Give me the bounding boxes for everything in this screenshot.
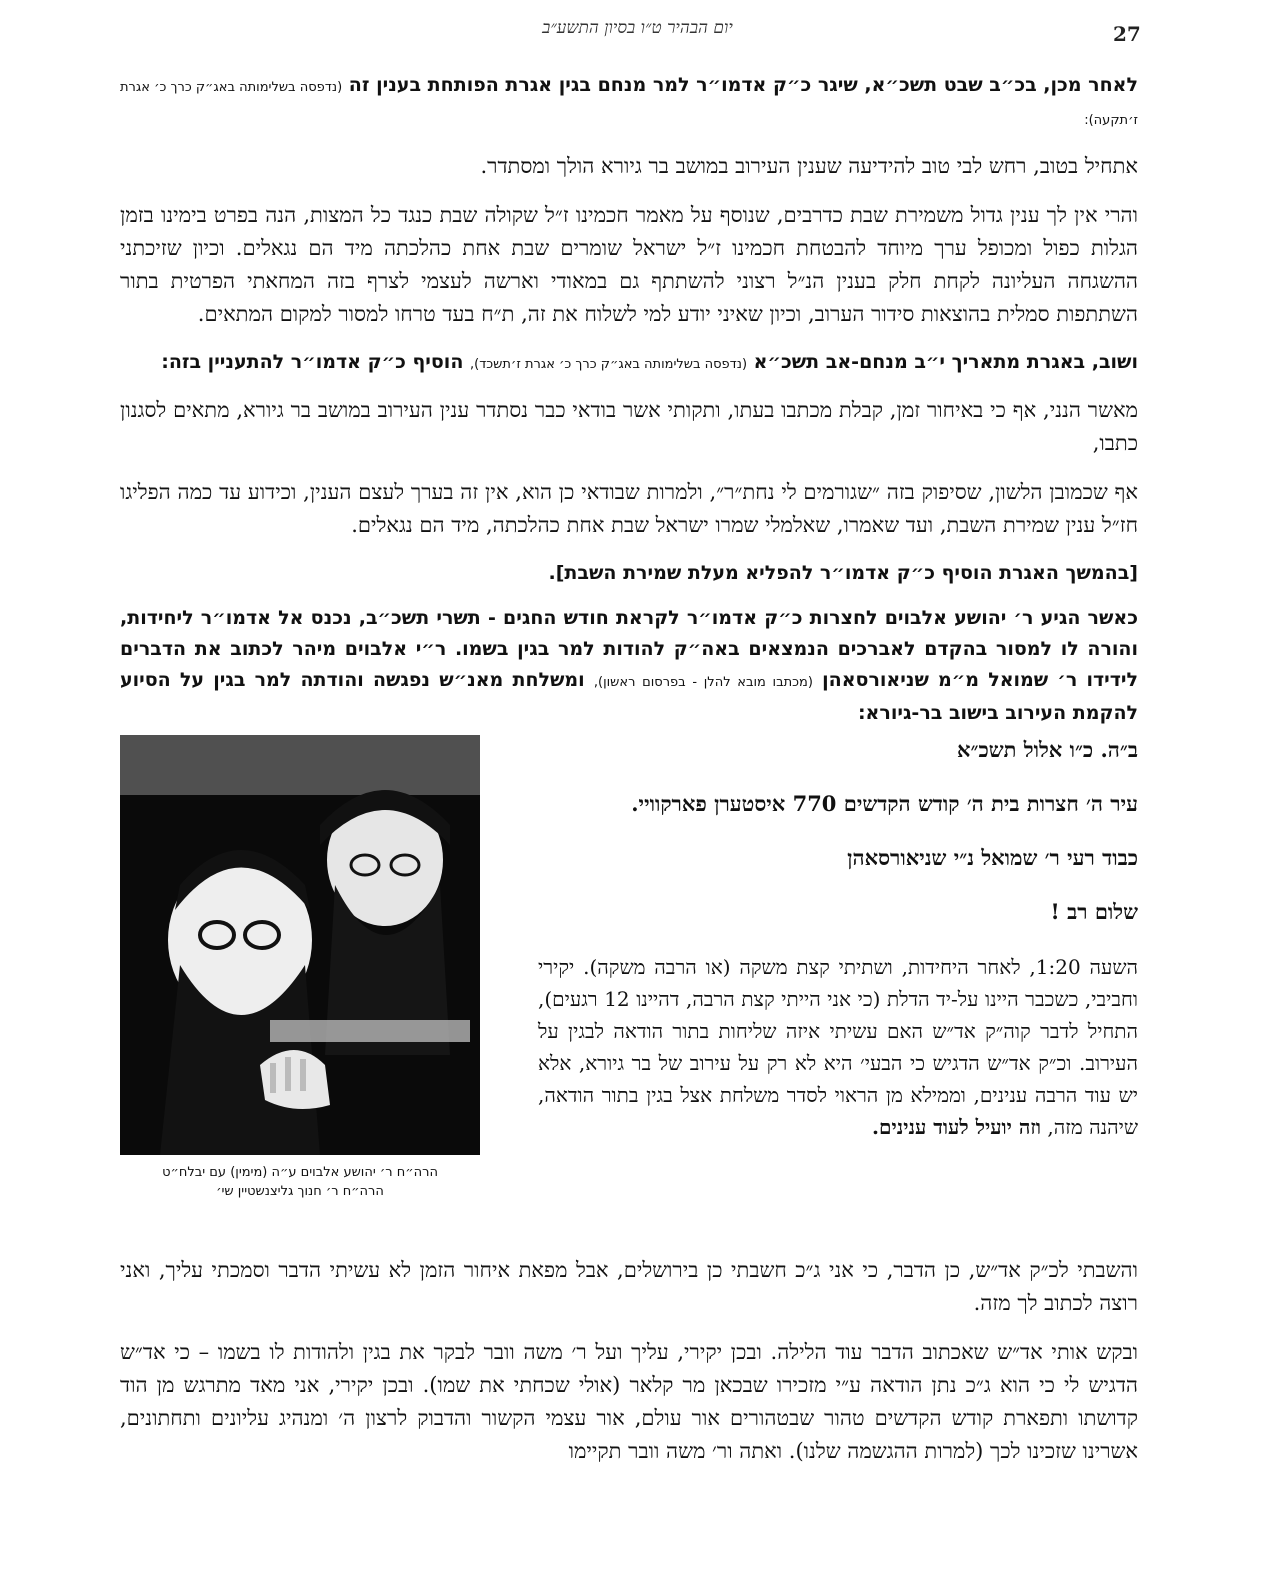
- letter-quote-paragraph-2: והרי אין לך ענין גדול משמירת שבת כדרבים, שנוסף על מאמר חכמינו ז״ל שקולה שבת כנגד כל המצות, הנה בפרט בימינו בזמן הגלות כפול ומכופל ערך מיוחד להבטחת חכמינו ז״ל ישראל שומרים שבת אחת כהלכתה מיד הם נגאלים. וכיון שזיכתני ההשגחה העליונה לקחת חלק בענין הנ״ל רצוני להשתתף גם במאודי וארשה לעצמי לצרף בזה המחאתי הפרטית בתור השתתפות סמלית בהוצאות סידור הערוב, וכיון שאיני יודע למי לשלוח את זה, ת״ח בעד טרחו למסור למקום המתאים.: [120, 203, 1138, 326]
- photo: [120, 735, 480, 1155]
- letter-date: ב״ה. כ״ו אלול תשכ״א: [957, 737, 1138, 762]
- page-header: [0, 14, 1275, 54]
- intro-paragraph-3: [120, 603, 1138, 729]
- source-note: (נדפסה בשלימותה באג״ק כרך כ׳ אגרת ז׳תקעה):: [120, 80, 1138, 128]
- intro-text: הוסיף כ״ק אדמו״ר להתעניין בזה:: [161, 351, 464, 373]
- intro-paragraph-1: [120, 70, 1138, 136]
- caption-line: הרה״ח ר׳ חנוך גליצנשטיין שי׳: [216, 1184, 384, 1199]
- intro-text: לאחר מכן, בכ״ב שבט תשכ״א, שיגר כ״ק אדמו״ר למר מנחם בגין אגרת הפותחת בענין זה: [348, 74, 1139, 96]
- letter-body-emphasis: וזה יועיל לעוד ענינים.: [872, 1115, 1042, 1139]
- intro-text: ושוב, באגרת מתאריך י״ב מנחם-אב תשכ״א: [753, 351, 1138, 373]
- photo-and-letter: [120, 735, 1138, 1240]
- running-head: יום הבהיר ט״ו בסיון התשע״ב: [542, 18, 733, 38]
- letter-paragraph-5: והשבתי לכ״ק אד״ש, כן הדבר, כי אני ג״כ חשבתי כן בירושלים, אבל מפאת איחור הזמן לא עשיתי הדבר וסמכתי עליך, ואני רוצה לכתוב לך מזה.: [120, 1258, 1138, 1315]
- intro-paragraph-2: [120, 347, 1138, 380]
- letter-body-text: השעה 1:20, לאחר היחידות, ושתיתי קצת משקה (או הרבה משקה). יקירי וחביבי, כשכבר היינו על-יד הדלת (כי אני הייתי קצת הרבה, דהיינו 12 רגעים), התחיל לדבר קוה״ק אד״ש האם עשיתי איזה שליחות בתור הודאה לבגין על העירוב. וכ״ק אד״ש הדגיש כי הבעי׳ היא לא רק על עירוב של בר גיורא, אלא יש עוד הרבה ענינים, וממילא מן הראוי לסדר משלחת אצל בגין בתור הודאה, שיהנה מזה,: [538, 955, 1139, 1139]
- letter-paragraph-6: ובקש אותי אד״ש שאכתוב הדבר עוד הלילה. ובכן יקירי, עליך ועל ר׳ משה וובר לבקר את בגין ולהודות לו בשמו – כי אד״ש הדגיש לי כי הוא ג״כ נתן הודאה ע״י מזכירו שבכאן מר קלאר (אולי שכחתי את שמו). ובכן יקירי, אני מאד מתרגש מן הוד קדושתו ותפארת קודש הקדשים טהור שבטהורים אור עולם, אור עצמי הקשור והדבוק לרצון ה׳ ומנהיג עליונים ותחתונים, אשרינו שזכינו לכך (למרות ההגשמה שלנו). ואתה ור׳ משה וובר תקיימו: [120, 1340, 1138, 1463]
- page-number: 27: [1113, 22, 1141, 46]
- letter-address: כבוד רעי ר׳ שמואל נ״י שניאורסאהן: [847, 845, 1138, 870]
- letter-quote-paragraph-4: אף שכמובן הלשון, שסיפוק בזה ״שגורמים לי נחת״ר״, ולמרות שבודאי כן הוא, אין זה בערך לעצם הענין, וכידוע עד כמה הפליגו חז״ל ענין שמירת השבת, ועד שאמרו, שאלמלי שמרו ישראל שבת אחת כהלכתה, מיד הם נגאלים.: [120, 480, 1138, 537]
- letter-body: [538, 951, 1138, 1143]
- letter-greeting: שלום רב !: [1050, 899, 1138, 924]
- caption-line: הרה״ח ר׳ יהושע אלבוים ע״ה (מימין) עם יבלח״ט: [162, 1165, 438, 1180]
- letter-quote-paragraph-3: מאשר הנני, אף כי באיחור זמן, קבלת מכתבו בעתו, ותקותי אשר בודאי כבר נסתדר ענין העירוב במושב בר גיורא, מתאים לסגנון כתבו,: [120, 398, 1138, 455]
- bracket-note: [בהמשך האגרת הוסיף כ״ק אדמו״ר להפליא מעלת שמירת השבת].: [548, 562, 1138, 584]
- photo-image: [120, 735, 480, 1155]
- photo-caption: [120, 1163, 480, 1201]
- intro-text: ומשלחת מאנ״ש נפגשה והודתה למר בגין על הסיוע להקמת העירוב בישוב בר-גיורא:: [120, 669, 1138, 724]
- letter-quote-paragraph-1: אתחיל בטוב, רחש לבי טוב להידיעה שענין העירוב במושב בר גיורא הולך ומסתדר.: [480, 154, 1138, 178]
- letter-place: עיר ה׳ חצרות בית ה׳ קודש הקדשים 770 איסטערן פארקוויי.: [631, 791, 1138, 816]
- article-body: [120, 70, 1138, 1484]
- source-note: (נדפסה בשלימותה באג״ק כרך כ׳ אגרת ז׳תשכד),: [470, 357, 748, 372]
- source-note: (מכתבו מובא להלן - בפרסום ראשון),: [593, 675, 813, 690]
- intro-text: כאשר הגיע ר׳ יהושע אלבוים לחצרות כ״ק אדמו״ר לקראת חודש החגים - תשרי תשכ״ב, נכנס אל אדמו״ר ליחידות, והורה לו למסור בהקדם לאברכים הנמצאים באה״ק להודות למר בגין בשמו. ר״י אלבוים מיהר לכתוב את הדברים לידידו ר׳ שמואל מ״מ שניאורסאהן: [120, 607, 1138, 691]
- letter: [538, 735, 1138, 1143]
